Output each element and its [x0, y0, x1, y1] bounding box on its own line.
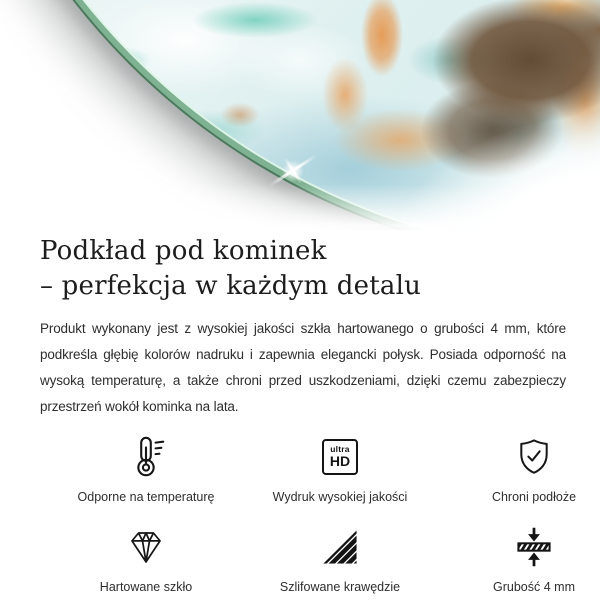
feature-item-temperature — [49, 432, 243, 504]
thickness-icon — [512, 522, 556, 572]
feature-label: Grubość 4 mm — [493, 580, 575, 594]
feature-item-thickness — [437, 522, 600, 594]
feature-item-polished-edges — [243, 522, 437, 594]
diamond-icon — [125, 522, 167, 572]
feature-label: Szlifowane krawędzie — [279, 580, 401, 594]
feature-label: Wydruk wysokiej jakości — [272, 490, 408, 504]
page-title — [40, 234, 566, 304]
ultra-hd-badge: ultra HD — [322, 439, 358, 475]
product-description: Produkt wykonany jest z wysokiej jakości szkła hartowanego o grubości 4 mm, które podkreśla głębię kolorów nadruku i zapewnia elegancki połysk. Posiada odporność na wysoką temperaturę, a także chroni przed uszkodzeniami, dzięki czemu zabezpieczy przestrzeń wokół kominka na lata. — [40, 321, 566, 414]
feature-label: Odporne na temperaturę — [77, 490, 215, 504]
feature-label: Hartowane szkło — [99, 580, 193, 594]
shield-check-icon — [513, 432, 555, 482]
product-image — [0, 0, 600, 230]
feature-item-protects-floor — [437, 432, 600, 504]
polished-edges-icon — [320, 522, 360, 572]
thermometer-icon — [123, 432, 169, 482]
feature-label: Chroni podłoże — [491, 490, 577, 504]
product-info-section — [0, 230, 600, 594]
title-line-2: – perfekcja w każdym detalu — [40, 271, 422, 301]
glass-edge — [0, 0, 600, 230]
feature-item-tempered-glass — [49, 522, 243, 594]
title-line-1: Podkład pod kominek — [40, 236, 327, 266]
ultra-hd-icon — [322, 432, 358, 482]
features-grid — [49, 432, 600, 594]
feature-item-print-quality — [243, 432, 437, 504]
